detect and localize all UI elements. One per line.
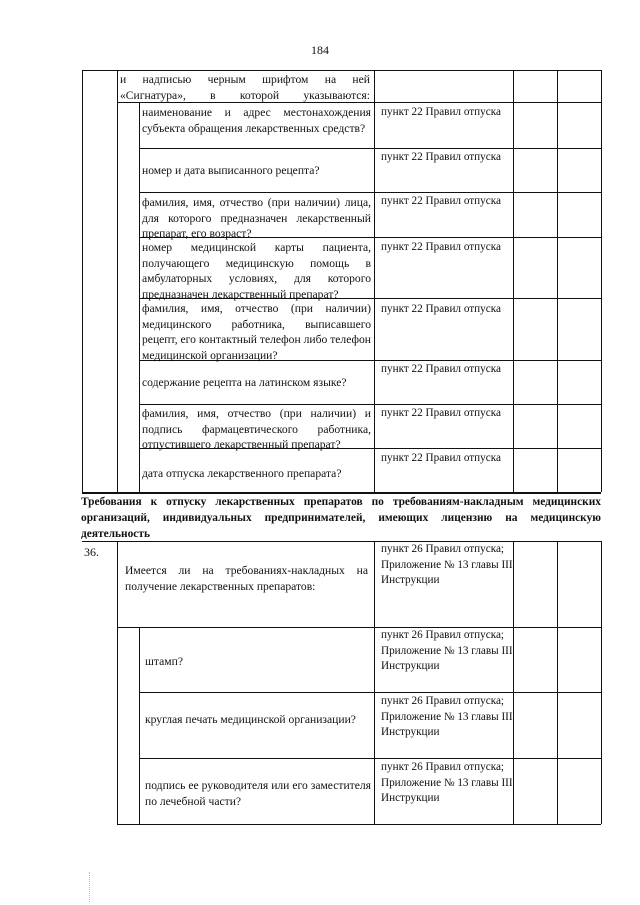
top-row-question: наименование и адрес местонахождения субъекта обращения лекарственных средств? <box>142 106 371 135</box>
top-row-question: содержание рецепта на латинском языке? <box>142 376 347 389</box>
page-number: 184 <box>311 43 329 57</box>
top-row-question: номер медицинской карты пациента, получающего медицинскую помощь в амбулаторных условиях, для которого предназначен лекарственный препарат? <box>142 241 371 301</box>
subitem-reference: пункт 26 Правил отпуска; Приложение № 13 главы III Инструкции <box>381 761 513 804</box>
item-number: 36. <box>84 545 99 559</box>
subitem-question: подпись ее руководителя или его заместителя по лечебной части? <box>145 779 371 808</box>
top-row-question: и надписью черным шрифтом на ней «Сигнатура», в которой указываются: <box>120 73 370 102</box>
top-row-reference: пункт 22 Правил отпуска <box>381 195 501 207</box>
subitem-question: штамп? <box>145 655 183 668</box>
top-row-reference: пункт 22 Правил отпуска <box>381 452 501 464</box>
section-title: Требования к отпуску лекарственных препаратов по требованиям-накладным медицинских организаций, индивидуальных предпринимателей, имеющих лицензию на медицинскую деятельность <box>81 496 601 540</box>
signature-intro-line1 <box>120 72 370 103</box>
scan-artifact <box>89 872 90 902</box>
subitem-reference: пункт 26 Правил отпуска; Приложение № 13 главы III Инструкции <box>381 695 513 738</box>
item-reference: пункт 26 Правил отпуска; Приложение № 13 главы III Инструкции <box>381 543 513 586</box>
item-question: Имеется ли на требованиях-накладных на получение лекарственных препаратов: <box>125 564 368 593</box>
top-row-question: номер и дата выписанного рецепта? <box>142 164 320 177</box>
subitem-question: круглая печать медицинской организации? <box>145 713 356 726</box>
top-row-reference: пункт 22 Правил отпуска <box>381 106 501 118</box>
subitem-reference: пункт 26 Правил отпуска; Приложение № 13 главы III Инструкции <box>381 629 513 672</box>
top-row-question: фамилия, имя, отчество (при наличии) медицинского работника, выписавшего рецепт, его контактный телефон либо телефон медицинской организации? <box>142 302 371 362</box>
top-row-reference: пункт 22 Правил отпуска <box>381 241 501 253</box>
top-row-reference: пункт 22 Правил отпуска <box>381 303 501 315</box>
top-row-question: фамилия, имя, отчество (при наличии) и подпись фармацевтического работника, отпустившего лекарственный препарат? <box>142 407 371 451</box>
top-row-reference: пункт 22 Правил отпуска <box>381 407 501 419</box>
top-row-question: фамилия, имя, отчество (при наличии) лица, для которого предназначен лекарственный препарат, его возраст? <box>142 196 371 240</box>
top-row-reference: пункт 22 Правил отпуска <box>381 151 501 163</box>
top-row-question: дата отпуска лекарственного препарата? <box>142 467 342 480</box>
top-row-reference: пункт 22 Правил отпуска <box>381 363 501 375</box>
